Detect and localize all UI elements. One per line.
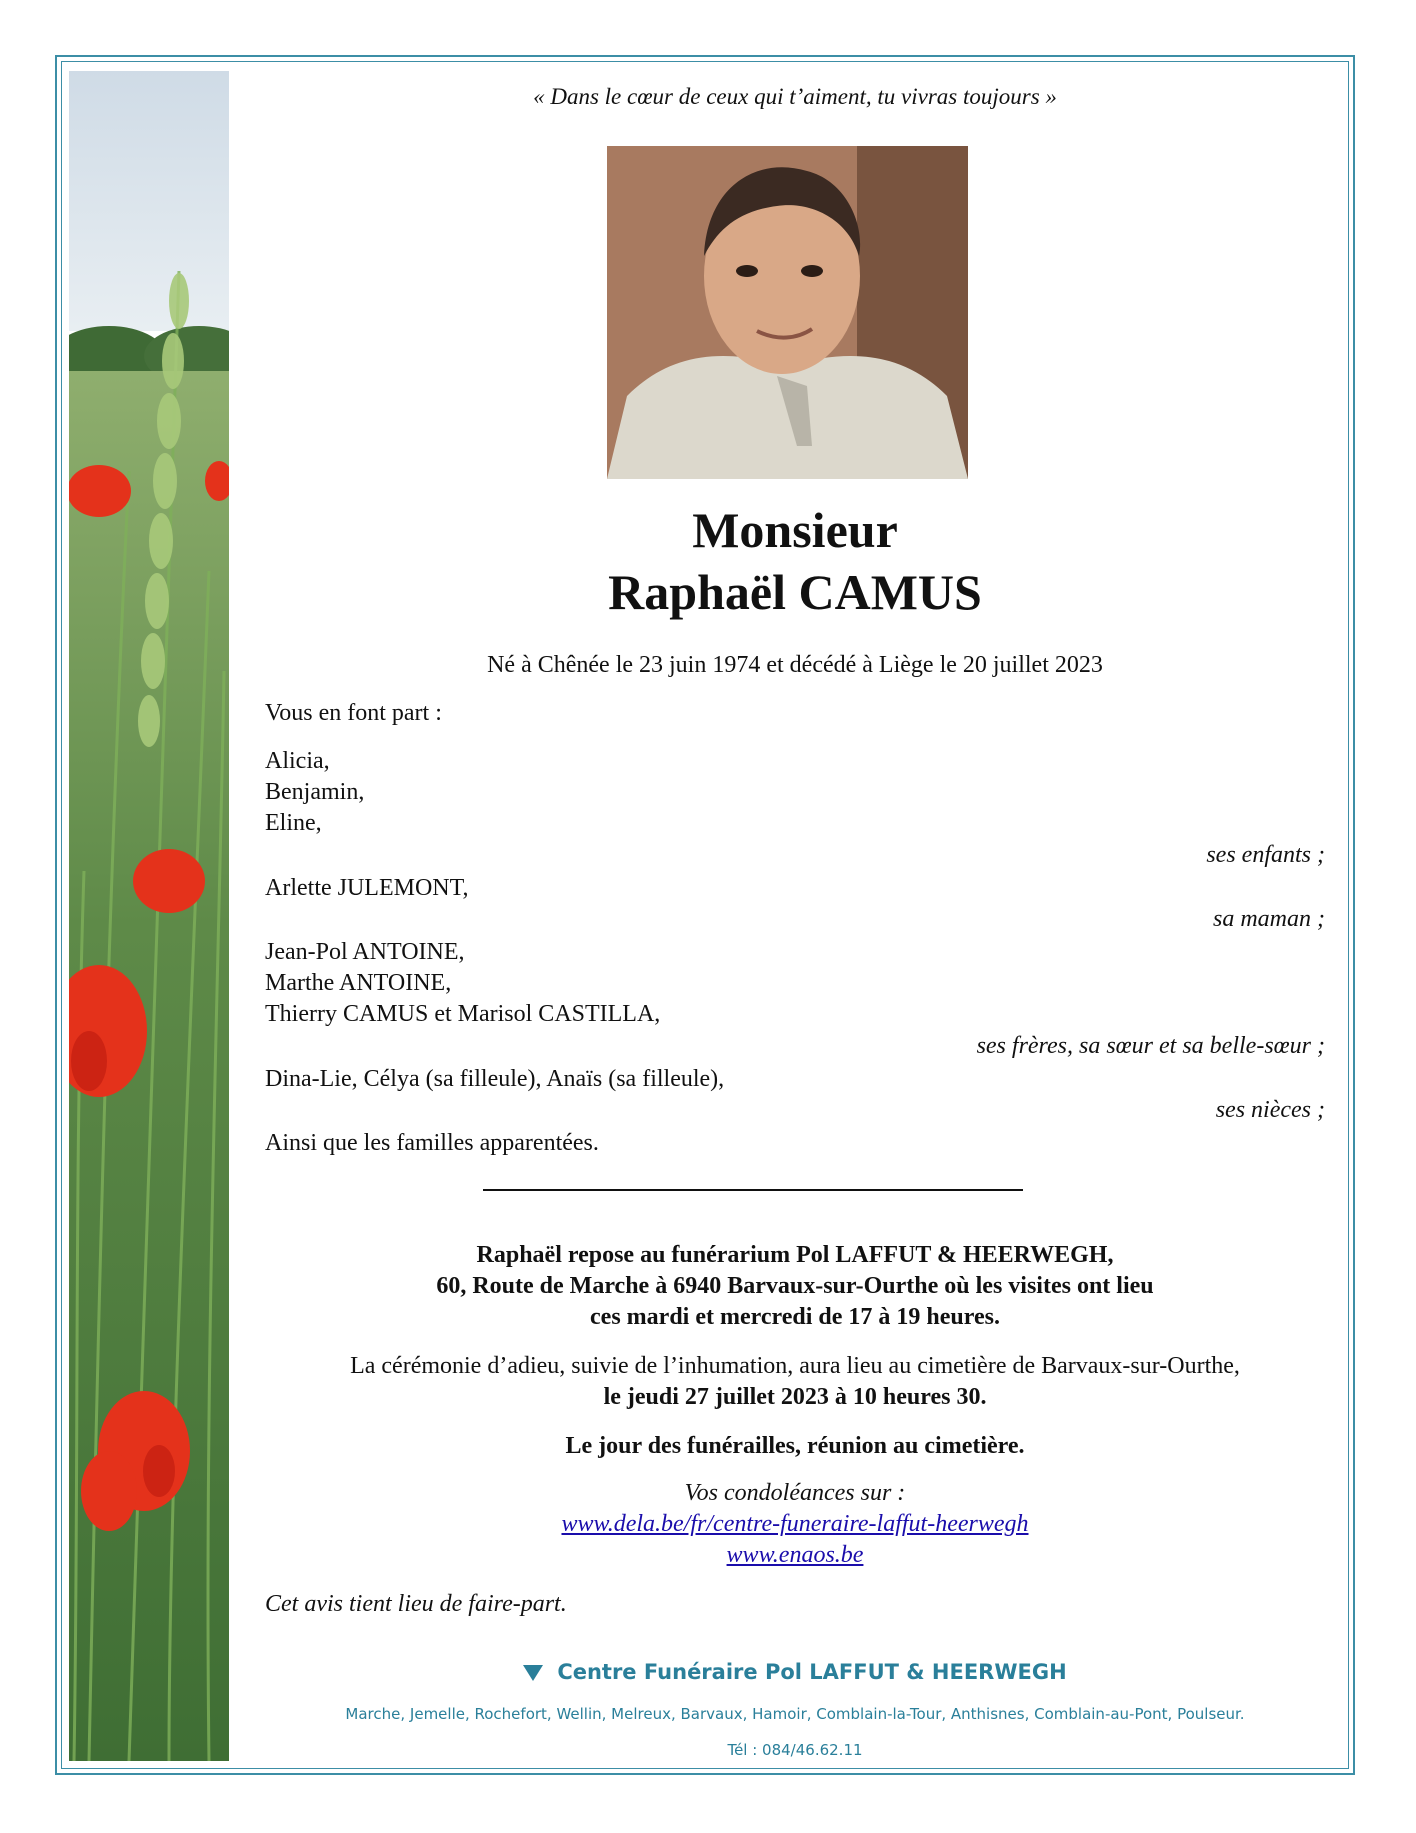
portrait-photo	[607, 146, 968, 479]
child-item: Alicia,	[265, 748, 330, 774]
children-relation: ses enfants ;	[1206, 842, 1325, 868]
funeral-home-phone: Tél : 084/46.62.11	[727, 1741, 863, 1759]
birth-death-line: Né à Chênée le 23 juin 1974 et décédé à Liège le 20 juillet 2023	[487, 652, 1103, 678]
separator-line	[483, 1189, 1023, 1191]
sibling-item: Thierry CAMUS et Marisol CASTILLA,	[265, 1001, 661, 1027]
condolences-link-enaos[interactable]: www.enaos.be	[726, 1542, 864, 1568]
triangle-down-icon	[523, 1665, 543, 1681]
deceased-name: Raphaël CAMUS	[608, 564, 982, 620]
ceremony-line-2: le jeudi 27 juillet 2023 à 10 heures 30.	[603, 1384, 987, 1410]
meeting-line: Le jour des funérailles, réunion au cimetière.	[565, 1433, 1025, 1459]
funeral-home-locations: Marche, Jemelle, Rochefort, Wellin, Melreux, Barvaux, Hamoir, Comblain-la-Tour, Anthisnes, Comblain-au-Pont, Poulseur.	[345, 1705, 1245, 1723]
rest-line-1: Raphaël repose au funérarium Pol LAFFUT & HEERWEGH,	[476, 1242, 1114, 1268]
extended-family-line: Ainsi que les familles apparentées.	[265, 1130, 599, 1156]
sibling-item: Marthe ANTOINE,	[265, 970, 452, 996]
siblings-relation: ses frères, sa sœur et sa belle-sœur ;	[976, 1033, 1325, 1059]
rest-line-2: 60, Route de Marche à 6940 Barvaux-sur-Ourthe où les visites ont lieu	[436, 1273, 1154, 1299]
child-item: Eline,	[265, 810, 322, 836]
condolences-link-dela[interactable]: www.dela.be/fr/centre-funeraire-laffut-heerwegh	[561, 1511, 1029, 1537]
nieces-relation: ses nièces ;	[1215, 1097, 1325, 1123]
honorific-title: Monsieur	[692, 502, 898, 558]
rest-line-3: ces mardi et mercredi de 17 à 19 heures.	[590, 1304, 1000, 1330]
memorial-quote: « Dans le cœur de ceux qui t’aiment, tu vivras toujours »	[533, 84, 1057, 109]
child-item: Benjamin,	[265, 779, 365, 805]
intro-line: Vous en font part :	[265, 700, 442, 726]
funeral-home-title	[265, 1660, 1325, 1684]
condolences-label: Vos condoléances sur :	[684, 1480, 906, 1506]
mother-name: Arlette JULEMONT,	[265, 875, 469, 901]
poppy-field-image	[69, 71, 229, 1761]
notice-line: Cet avis tient lieu de faire-part.	[265, 1591, 567, 1617]
funeral-home-name: Centre Funéraire Pol LAFFUT & HEERWEGH	[557, 1660, 1067, 1684]
sibling-item: Jean-Pol ANTOINE,	[265, 939, 465, 965]
mother-relation: sa maman ;	[1213, 906, 1325, 932]
ceremony-line-1: La cérémonie d’adieu, suivie de l’inhumation, aura lieu au cimetière de Barvaux-sur-Ourthe,	[350, 1353, 1240, 1379]
nieces-names: Dina-Lie, Célya (sa filleule), Anaïs (sa filleule),	[265, 1066, 725, 1092]
